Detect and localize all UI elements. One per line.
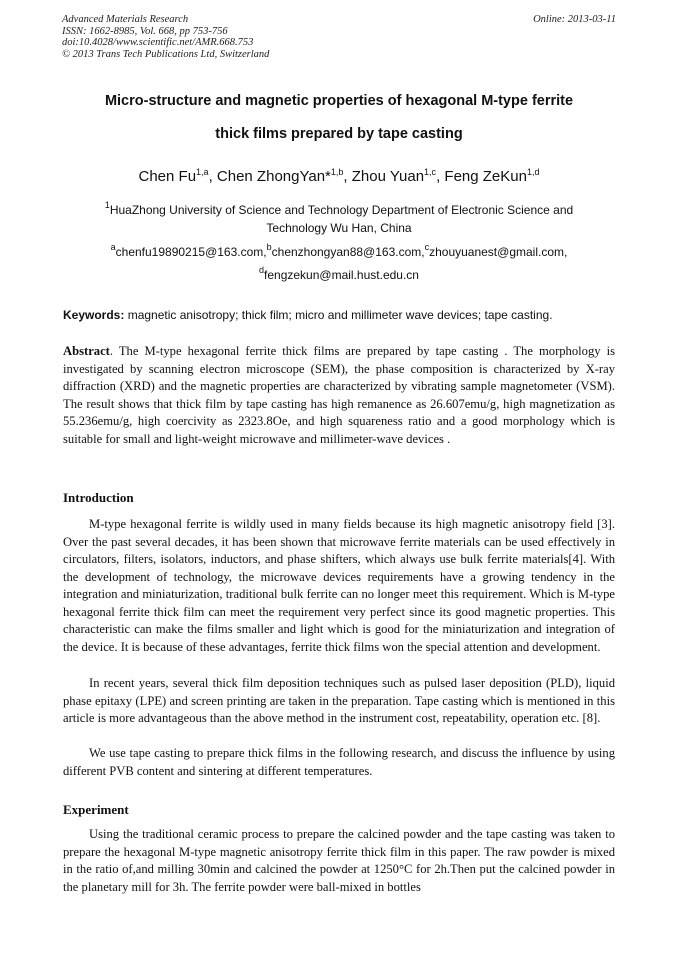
email-a[interactable]: chenfu19890215@163.com,	[115, 245, 267, 259]
abstract	[63, 343, 615, 448]
email-c[interactable]: zhouyuanest@gmail.com,	[429, 245, 568, 259]
journal-header	[62, 14, 269, 60]
author-superscript: 1,a	[196, 167, 209, 177]
doi-line[interactable]: doi:10.4028/www.scientific.net/AMR.668.753	[62, 37, 254, 48]
author-name: Chen Fu	[138, 168, 197, 185]
online-date: Online: 2013-03-11	[533, 14, 616, 25]
intro-paragraph-1: M-type hexagonal ferrite is wildly used in many fields because its high magnetic anisotropy field [3]. Over the past several decades, it has been shown that microwave ferrite materials can be used effectively in circulators, filters, isolators, inductors, and phase shifters, which always use bulk ferrite materials[4]. With the development of technology, the microwave devices requirements have a growing tendency in the integration and miniaturization, traditional bulk ferrite can no longer meet this requirement. Which is M-type hexagonal ferrite thick film can meet the requirement very perfect since its good magnetic properties. This characteristic can make the films smaller and light which is good for the miniaturization and integration of the device. It is because of these advantages, ferrite thick films won the special attention and development.	[63, 517, 615, 654]
author-superscript: 1,d	[526, 167, 540, 177]
author-name: Chen ZhongYan*	[216, 168, 331, 185]
keywords	[63, 308, 623, 322]
email-d[interactable]: fengzekun@mail.hust.edu.cn	[264, 268, 419, 282]
affiliation-line-2: Technology Wu Han, China	[266, 221, 412, 235]
abstract-text: . The M-type hexagonal ferrite thick films are prepared by tape casting . The morphology is investigated by scanning electron microscope (SEM), the phase composition is characterized by X-ray diffraction (XRD) and the magnetic properties are characterized by vibrating sample magnetometer (VSM). The result shows that thick film by tape casting has high remanence as 26.607emu/g, high magnetization as 55.236emu/g, high coercivity as 2323.8Oe, and high squareness ratio and a good morphology which is suitable for small and light-weight microwave and millimeter-wave devices .	[63, 344, 615, 446]
author-name: Zhou Yuan	[351, 168, 425, 185]
keywords-text: magnetic anisotropy; thick film; micro and millimeter wave devices; tape casting.	[124, 308, 553, 322]
affiliation-line-1: $^1$HuaZhong University of Science and Technology Department of Electronic Science and	[104, 200, 574, 217]
email-line-2: $^d$fengzekun@mail.hust.edu.cn	[259, 265, 419, 282]
copyright-line: © 2013 Trans Tech Publications Ltd, Switzerland	[62, 48, 270, 60]
experiment-paragraph-1: Using the traditional ceramic process to prepare the calcined powder and the tape casting was taken to prepare the hexagonal M-type magnetic anisotropy ferrite thick film in this paper. The raw powder is mixed in the ratio of,and milling 30min and calcined the powder at 1250°C for 2h.Then put the calcined powder in the planetary mill for 3h. The ferrite powder were ball-mixed in bottles	[63, 827, 615, 894]
section-heading-introduction: Introduction	[63, 490, 134, 505]
author-list: Chen Fu$^{1,a}$, Chen ZhongYan*$^{1,b}$, Zhou Yuan$^{1,c}$, Feng ZeKun$^{1,d}$	[138, 167, 540, 185]
author-name: Feng ZeKun	[444, 168, 527, 185]
issn-line: ISSN: 1662-8985, Vol. 668, pp 753-756	[62, 25, 228, 37]
author-superscript: 1,b	[330, 167, 344, 177]
intro-paragraph-2: In recent years, several thick film deposition techniques such as pulsed laser deposition (PLD), liquid phase epitaxy (LPE) and screen printing are taken in the preparation. Tape casting which is mentioned in this article is more advantageous than the above method in the instrument cost, repeatability, operation etc. [8].	[63, 676, 615, 725]
paper-title-line-1: Micro-structure and magnetic properties of hexagonal M-type ferrite	[104, 93, 574, 109]
paper-title-line-2: thick films prepared by tape casting	[215, 126, 463, 142]
affiliation-superscript: 1	[104, 200, 110, 210]
email-b[interactable]: chenzhongyan88@163.com,	[271, 245, 425, 259]
email-line-1: $^a$chenfu19890215@163.com,$^b$chenzhongyan88@163.com,$^c$zhouyuanest@gmail.com,	[110, 242, 568, 259]
intro-paragraph-3: We use tape casting to prepare thick films in the following research, and discuss the influence by using different PVB content and sintering at different temperatures.	[63, 746, 615, 778]
keywords-label: Keywords:	[63, 308, 125, 322]
journal-name: Advanced Materials Research	[62, 14, 189, 25]
author-superscript: 1,c	[424, 167, 437, 177]
section-heading-experiment: Experiment	[63, 802, 129, 817]
abstract-label: Abstract	[63, 344, 110, 358]
